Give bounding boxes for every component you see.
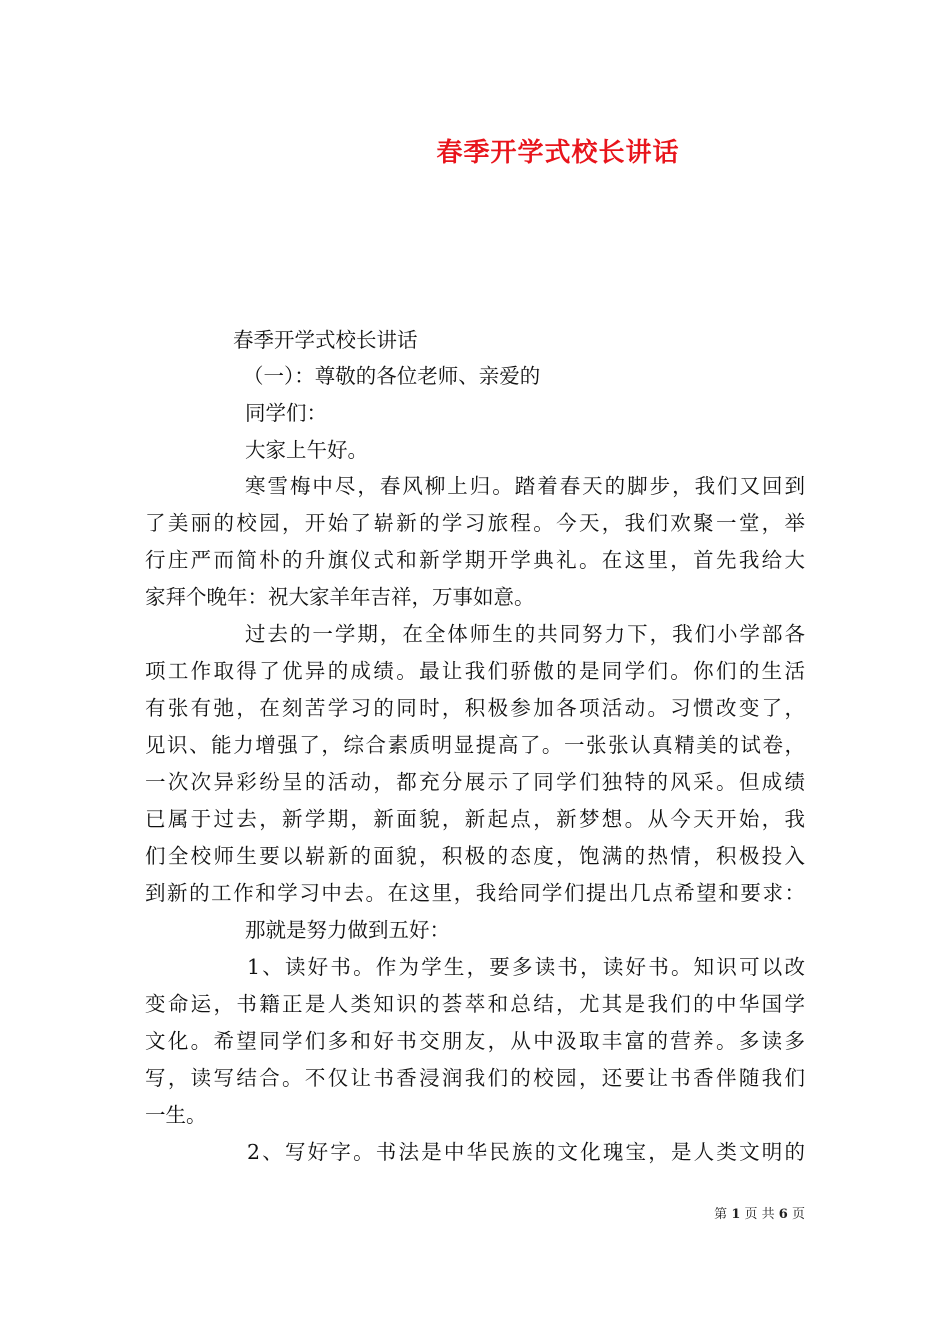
- paragraph-line: 见识、能力增强了，综合素质明显提高了。一张张认真精美的试卷，: [145, 733, 805, 757]
- paragraph-line: 已属于过去，新学期，新面貌，新起点，新梦想。从今天开始，我: [145, 807, 805, 831]
- paragraph-line: 过去的一学期，在全体师生的共同努力下，我们小学部各: [245, 622, 805, 646]
- paragraph-line: 一生。: [145, 1103, 207, 1127]
- paragraph-line: 家拜个晚年：祝大家羊年吉祥，万事如意。: [145, 585, 535, 609]
- paragraph-line: 行庄严而简朴的升旗仪式和新学期开学典礼。在这里，首先我给大: [145, 548, 805, 572]
- salutation: 大家上午好。: [245, 438, 368, 462]
- paragraph-line: 了美丽的校园，开始了崭新的学习旅程。今天，我们欢聚一堂，举: [145, 511, 805, 535]
- paragraph-line: 寒雪梅中尽，春风柳上归。踏着春天的脚步，我们又回到: [245, 474, 805, 498]
- paragraph-line: 们全校师生要以崭新的面貌，积极的态度，饱满的热情，积极投入: [145, 844, 805, 868]
- paragraph-line: 有张有弛，在刻苦学习的同时，积极参加各项活动。习惯改变了，: [145, 696, 805, 720]
- current-page-number: 1: [731, 1207, 741, 1222]
- subtitle: 春季开学式校长讲话: [233, 328, 418, 352]
- footer-prefix: 第: [714, 1207, 728, 1222]
- greeting-line: 同学们：: [245, 401, 327, 425]
- footer-middle: 页 共: [744, 1207, 775, 1222]
- document-title: 春季开学式校长讲话: [436, 138, 680, 168]
- paragraph-line: 变命运，书籍正是人类知识的荟萃和总结，尤其是我们的中华国学: [145, 992, 805, 1016]
- paragraph-line: 写，读写结合。不仅让书香浸润我们的校园，还要让书香伴随我们: [145, 1066, 805, 1090]
- paragraph-line: 一次次异彩纷呈的活动，都充分展示了同学们独特的风采。但成绩: [145, 770, 805, 794]
- paragraph-line: 1、读好书。作为学生，要多读书，读好书。知识可以改: [247, 955, 805, 979]
- paragraph-line: 文化。希望同学们多和好书交朋友，从中汲取丰富的营养。多读多: [145, 1029, 805, 1053]
- paragraph-line: 那就是努力做到五好：: [245, 918, 450, 942]
- total-pages-number: 6: [778, 1207, 788, 1222]
- page-footer: [714, 1203, 805, 1222]
- footer-suffix: 页: [791, 1207, 805, 1222]
- paragraph-line: 到新的工作和学习中去。在这里，我给同学们提出几点希望和要求：: [145, 881, 805, 905]
- paragraph-line: 项工作取得了优异的成绩。最让我们骄傲的是同学们。你们的生活: [145, 659, 805, 683]
- paragraph-line: 2、写好字。书法是中华民族的文化瑰宝，是人类文明的: [247, 1140, 805, 1164]
- section-heading: （一）：尊敬的各位老师、亲爱的: [243, 364, 541, 388]
